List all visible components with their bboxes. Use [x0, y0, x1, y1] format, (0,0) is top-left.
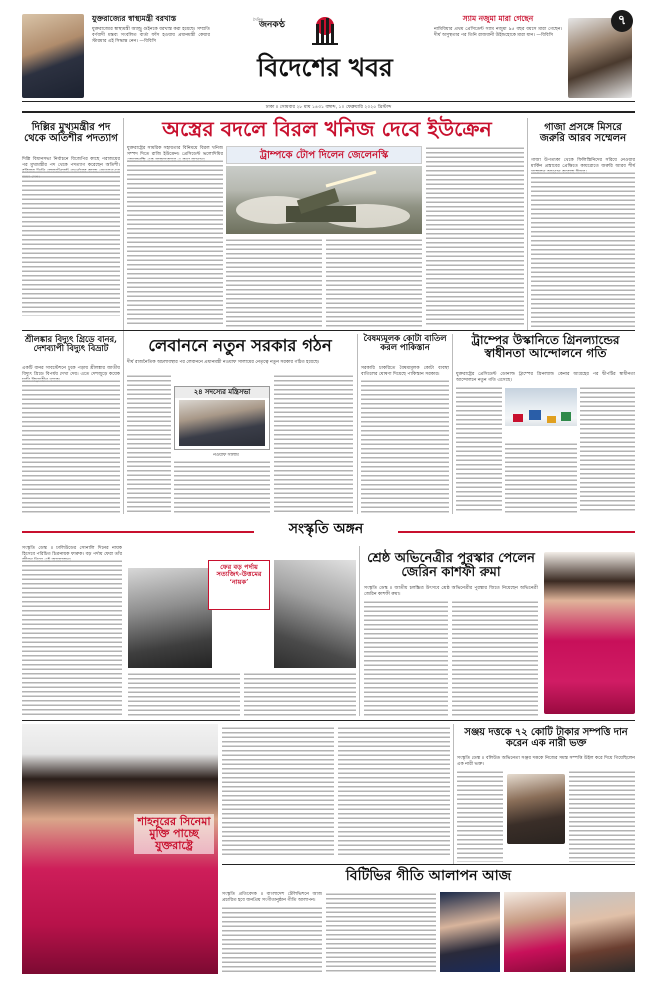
dateline: ঢাকা ॥ সোমবার ২৮ মাঘ ১৪৩১ বঙ্গাব্দ, ১০ ফেব্রুয়ারি ২০২৫ খ্রিস্টাব্দ: [265, 105, 392, 110]
btv-singer-photo-3: [570, 892, 635, 972]
lead-body-col4: [426, 146, 524, 327]
pakistan-body: সরকারি চাকরিতে বৈষম্যমূলক কোটা ব্যবস্থা বাতিলের ঘোষণা দিয়েছে পাকিস্তান সরকার।: [361, 366, 449, 377]
brand-logo[interactable]: জনকণ্ঠ: [259, 20, 285, 30]
lebanon-body-col1: [127, 374, 171, 513]
uk-minister-photo: [22, 14, 84, 98]
gaza-body-cont: [531, 171, 635, 327]
sanjay-headline[interactable]: সঞ্জয় দত্তকে ৭২ কোটি টাকার সম্পত্তি দান করেন এক নারী ভক্ত: [464, 727, 628, 749]
ruma-photo: [544, 552, 635, 714]
greenland-body-col1: [456, 386, 502, 513]
srilanka-body: একটি বানর সাবস্টেশনে ঢুকে পড়ায় শ্রীলঙ্কার জাতীয় বিদ্যুৎ গ্রিডে বিপর্যয় দেখা দেয়। এতে দেশজুড়ে কয়েক: [22, 366, 120, 377]
lebanon-photo-caption: নওয়াফ সালাম: [213, 453, 239, 458]
greenland-headline[interactable]: ট্রাম্পের উস্কানিতে গ্রিনল্যান্ডের স্বাধীনতা আন্দোলনে গতি: [471, 333, 620, 361]
col-divider: [359, 546, 360, 716]
lebanon-pm-photo: [179, 400, 265, 446]
col-divider: [527, 118, 528, 330]
masthead: [0, 0, 650, 100]
award-body-col2: [452, 600, 538, 716]
sanjay-body-col2: [569, 770, 635, 862]
pakistan-headline[interactable]: বৈষম্যমূলক কোটা বাতিল করল পাকিস্তান: [363, 333, 447, 353]
greenland-body: যুক্তরাষ্ট্রের প্রেসিডেন্ট ডোনাল্ড ট্রাম্পের গ্রিনল্যান্ড কেনার আগ্রহের পর দ্বীপটির স্বাধীনতা আন্দোলনে নতুন গতি এসেছে।: [456, 372, 635, 383]
lead-body-col2: [226, 238, 322, 327]
section-title: বিদেশের খবর: [257, 53, 393, 82]
uk-minister-headline[interactable]: যুক্তরাজ্যের স্বাস্থ্যমন্ত্রী বরখাস্ত: [92, 14, 177, 23]
lead-body: যুক্তরাষ্ট্রের সামরিক সহায়তার বিনিময়ে বিরল খনিজ সম্পদ দিতে রাজি ইউক্রেন। প্রেসিডেন্ট ভলোদিমির: [127, 146, 223, 157]
btv-singer-photo-1: [440, 892, 500, 972]
lebanon-cabinet-box: [174, 386, 270, 450]
lebanon-headline[interactable]: লেবাননে নতুন সরকার গঠন: [148, 336, 332, 355]
top-rule: [22, 101, 635, 102]
btv-headline[interactable]: বিটিভির গীতি আলাপন আজ: [345, 868, 512, 884]
page-number: ৭: [617, 13, 627, 28]
nujoma-body: নামিবিয়ার প্রথম প্রেসিডেন্ট স্যাম নজুমা ৯৫ বছর বয়সে মারা গেছেন। দীর্ঘ অসুস্থতার পর তিনি রাজধানী উইন্ডহোকে মারা যান। —বিবিসি: [434, 27, 562, 38]
nayak-photo-1: [128, 568, 212, 668]
cabinet-caption: ২৪ সদস্যের মন্ত্রিসভা: [175, 387, 269, 398]
sanjay-body: সংস্কৃতি ডেস্ক ॥ বলিউড অভিনেতা সঞ্জয় দত্তকে নিজের সমস্ত সম্পত্তি উইল করে দিয়ে গিয়েছিলেন এক নারী ভক্ত।: [457, 756, 635, 767]
shahnoor-body-col2: [338, 726, 450, 858]
lebanon-body-col3: [274, 374, 353, 513]
missile-launch-icon: [226, 166, 422, 234]
btv-body-col1: [222, 906, 322, 972]
dateline-rule: [22, 111, 635, 113]
lead-kicker-box: [226, 146, 422, 164]
page-number-badge: [611, 10, 633, 32]
greenland-body-col3: [505, 442, 577, 513]
shahnoor-caption: শাহনূরের সিনেমা মুক্তি পাচ্ছে যুক্তরাষ্ট্রে: [134, 814, 214, 854]
award-headline[interactable]: শ্রেষ্ঠ অভিনেত্রীর পুরস্কার পেলেন জেরিন কাশফী রুমা: [367, 551, 535, 581]
shahnoor-photo: [22, 724, 218, 974]
sanjay-body-col1: [457, 770, 503, 862]
farooque-body-cont: [22, 559, 122, 716]
lebanon-body: দীর্ঘ রাজনৈতিক অচলাবস্থার পর লেবাননে প্রধানমন্ত্রী নওয়াফ সালামের নেতৃত্বে নতুন সরকার গঠিত হয়েছে।: [127, 360, 320, 365]
lead-headline[interactable]: অস্ত্রের বদলে বিরল খনিজ দেবে ইউক্রেন: [162, 117, 492, 141]
snowy-houses-icon: [505, 388, 577, 438]
col-divider: [123, 118, 124, 514]
shahnoor-body-col1: [222, 726, 334, 858]
culture-banner: সংস্কৃতি অঙ্গন: [288, 521, 364, 537]
award-body: সংস্কৃতি ডেস্ক ॥ জাতীয় চলচ্চিত্র উৎসবে শ্রেষ্ঠ অভিনেত্রীর পুরস্কার জিতে নিয়েছেন অভিনেত্রী জেরিন কাশফী রুমা।: [364, 586, 538, 597]
sanjay-photo: [507, 774, 565, 844]
brand-small: দৈনিক: [253, 17, 264, 22]
gaza-body: গাজা উপত্যকা থেকে ফিলিস্তিনিদের সরিয়ে নেওয়ার মার্কিন প্রস্তাবের প্রেক্ষিতে কায়রোতে জরুরি আরব শীর্ষ: [531, 158, 635, 169]
delhi-headline[interactable]: দিল্লির মুখ্যমন্ত্রীর পদ থেকে অতিশীর পদত্যাগ: [24, 122, 118, 144]
missile-launcher-photo: [226, 166, 422, 234]
btv-body-col2: [326, 892, 436, 972]
col-divider: [452, 334, 453, 514]
gaza-headline[interactable]: গাজা প্রসঙ্গে মিসরে জরুরি আরব সম্মেলন: [539, 122, 627, 144]
culture-rule-left: [22, 531, 254, 533]
srilanka-body-cont: [22, 379, 120, 513]
culture-rule-right: [398, 531, 635, 533]
srilanka-headline[interactable]: শ্রীলঙ্কার বিদ্যুৎ গ্রিডে বানর, দেশব্যাপী বিদ্যুৎ বিভ্রাট: [24, 334, 118, 354]
nayak-banner: ফের বড় পর্দায় সত্যজিৎ-উত্তমের ‘নায়ক’: [216, 563, 262, 586]
lebanon-body-col2: [174, 460, 270, 513]
uk-minister-body: যুক্তরাজ্যের স্বাস্থ্যমন্ত্রী অ্যান্ড্রু গুইনকে বরখাস্ত করা হয়েছে। সম্প্রতি বর্ণবাদী মন্তব্য সংবলিত বার্তা ফাঁস হওয়ায় প্রধানমন্ত্রী কেয়ার স্টারমার এই সিদ্ধান্ত নেন। —বিবিসি: [92, 27, 210, 44]
lead-kicker: ট্রাম্পকে টোপ দিলেন জেলেনস্কি: [259, 150, 389, 161]
nayak-body-1: [128, 672, 240, 716]
greenland-body-col2: [580, 386, 635, 513]
greenland-town-photo: [505, 388, 577, 438]
nayak-photo-2: [274, 560, 356, 668]
btv-singer-photo-2: [504, 892, 566, 972]
pakistan-body-cont: [361, 379, 449, 513]
mid-rule: [22, 330, 635, 331]
nayak-banner-box: [208, 560, 270, 610]
shaheed-minar-icon: [308, 14, 342, 46]
masthead-logo-block: [236, 14, 414, 96]
lead-body-col3: [326, 238, 422, 327]
lead-body-col1: [127, 159, 223, 327]
award-body-col1: [364, 600, 448, 716]
delhi-body-cont: [22, 170, 120, 316]
nujoma-headline[interactable]: স্যাম নজুমা মারা গেছেন: [462, 14, 534, 23]
btv-rule: [222, 864, 635, 865]
farooque-body: সংস্কৃতি ডেস্ক ॥ ঢালিউডের সোনালি দিনের নায়ক হিসেবে পরিচিত চিত্রনায়ক ফারুক। বড় পর্দায় ফেরা তাঁর: [22, 546, 122, 557]
col-divider: [357, 334, 358, 514]
btv-body: সংস্কৃতি প্রতিবেদক ॥ বাংলাদেশ টেলিভিশনে আজ প্রচারিত হবে জনপ্রিয় সংগীতানুষ্ঠান গীতি আলাপন।: [222, 892, 322, 903]
nayak-body-2: [244, 672, 356, 716]
culture-mid-rule: [22, 720, 635, 721]
col-divider: [453, 724, 454, 864]
delhi-body: দিল্লি বিধানসভা নির্বাচনে বিজেপির কাছে পরাজয়ের পর মুখ্যমন্ত্রীর পদ থেকে পদত্যাগ করেছেন অতিশী।: [22, 157, 120, 168]
